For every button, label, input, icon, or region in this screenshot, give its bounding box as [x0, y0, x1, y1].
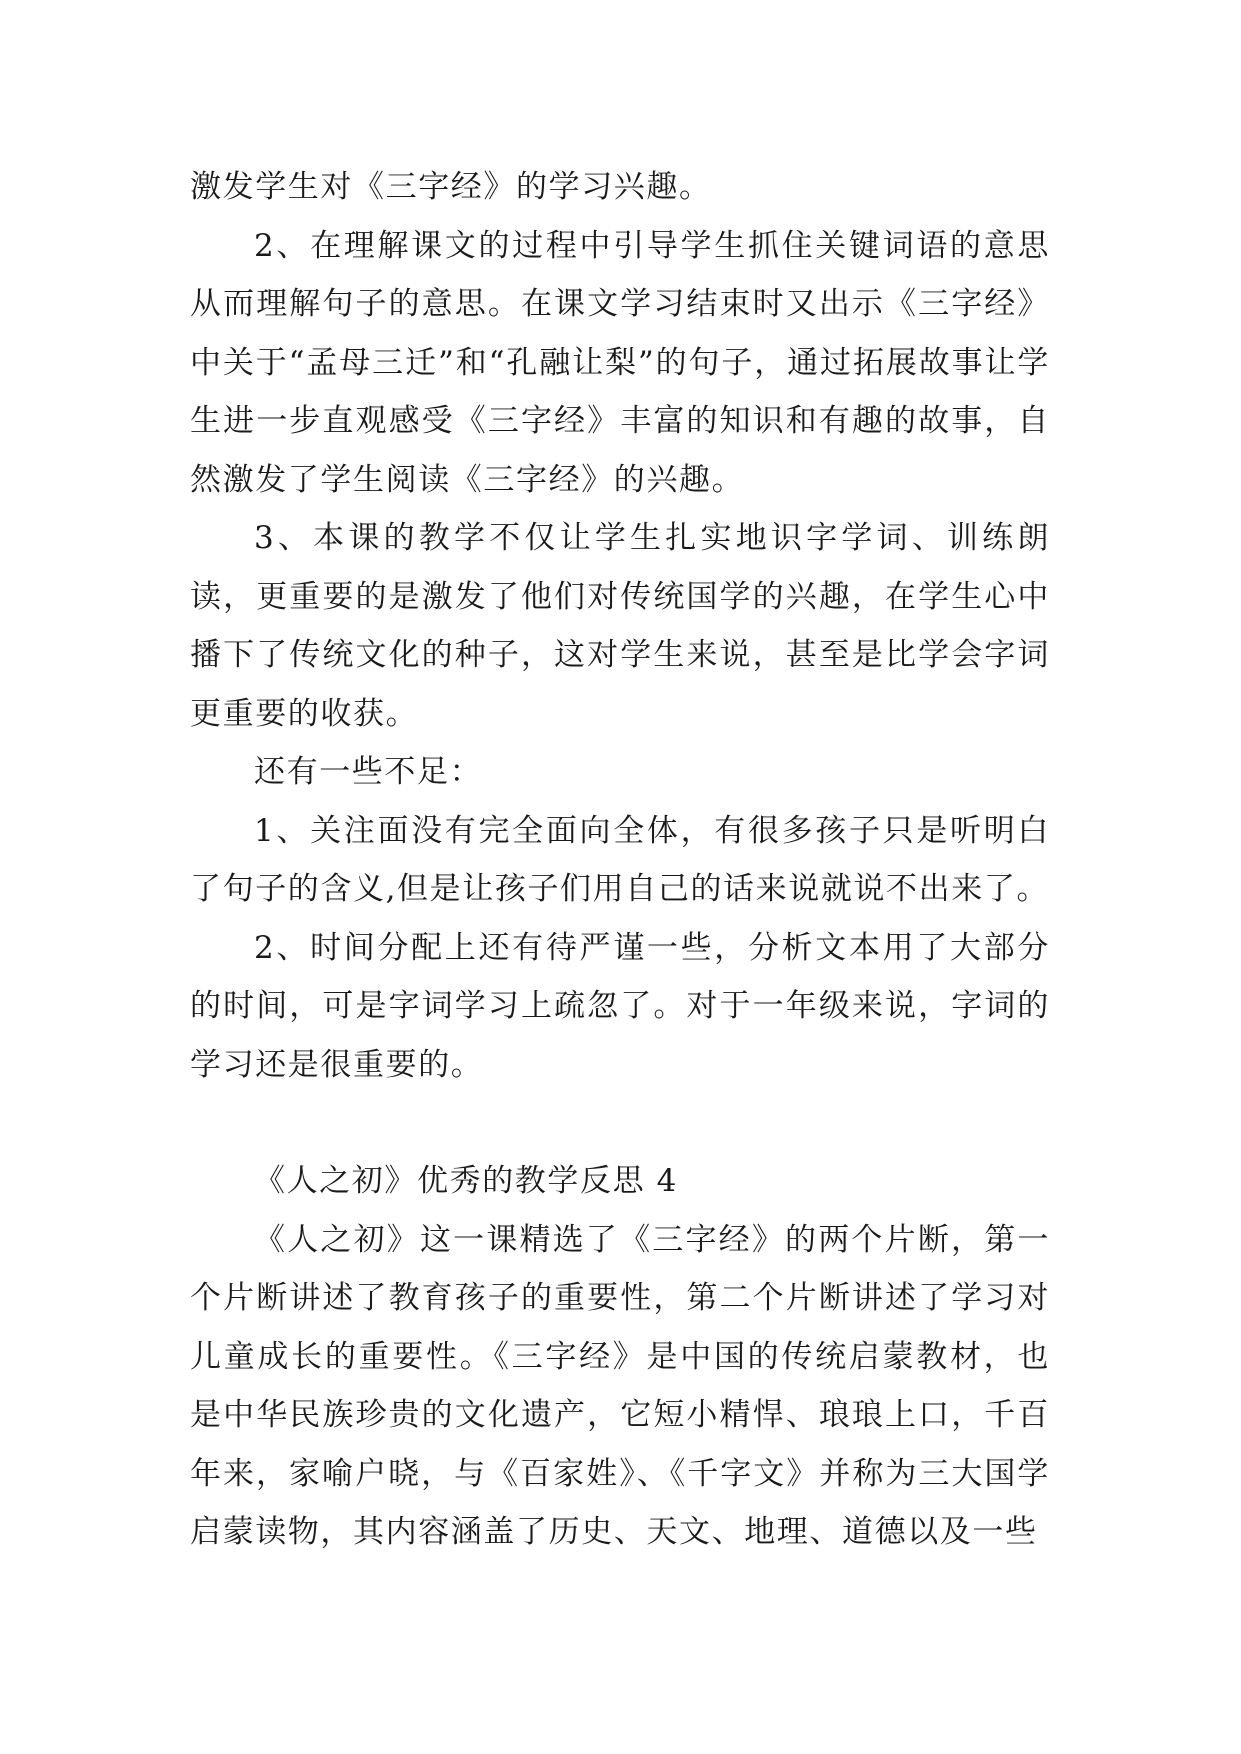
paragraph-point-2: 2、在理解课文的过程中引导学生抓住关键词语的意思从而理解句子的意思。在课文学习结束时又出示《三字经》中关于“孟母三迁”和“孔融让梨”的句子，通过拓展故事让学生进一步直观感受《三字经》丰富的知识和有趣的故事，自然激发了学生阅读《三字经》的兴趣。 [190, 227, 1050, 498]
paragraph-shortcoming-2: 2、时间分配上还有待严谨一些，分析文本用了大部分的时间，可是字词学习上疏忽了。对于一年级来说，字词的学习还是很重要的。 [190, 929, 1050, 1083]
document-body [190, 158, 1050, 1562]
section-paragraph-1: 《人之初》这一课精选了《三字经》的两个片断，第一个片断讲述了教育孩子的重要性，第二个片断讲述了学习对儿童成长的重要性。《三字经》是中国的传统启蒙教材，也是中华民族珍贵的文化遗产，它短小精悍、琅琅上口，千百年来，家喻户晓，与《百家姓》、《千字文》并称为三大国学启蒙读物，其内容涵盖了历史、天文、地理、道德以及一些 [190, 1221, 1050, 1550]
paragraph-shortcoming-1: 1、关注面没有完全面向全体，有很多孩子只是听明白了句子的含义,但是让孩子们用自己的话来说就说不出来了。 [190, 812, 1050, 907]
section-spacer [190, 1094, 1050, 1152]
paragraph-point-3: 3、本课的教学不仅让学生扎实地识字学词、训练朗读，更重要的是激发了他们对传统国学的兴趣，在学生心中播下了传统文化的种子，这对学生来说，甚至是比学会字词更重要的收获。 [190, 520, 1050, 732]
paragraph-shortcomings-intro: 还有一些不足： [254, 754, 483, 790]
paragraph-continuation: 激发学生对《三字经》的学习兴趣。 [190, 169, 712, 205]
section-heading: 《人之初》优秀的教学反思 4 [254, 1163, 678, 1199]
